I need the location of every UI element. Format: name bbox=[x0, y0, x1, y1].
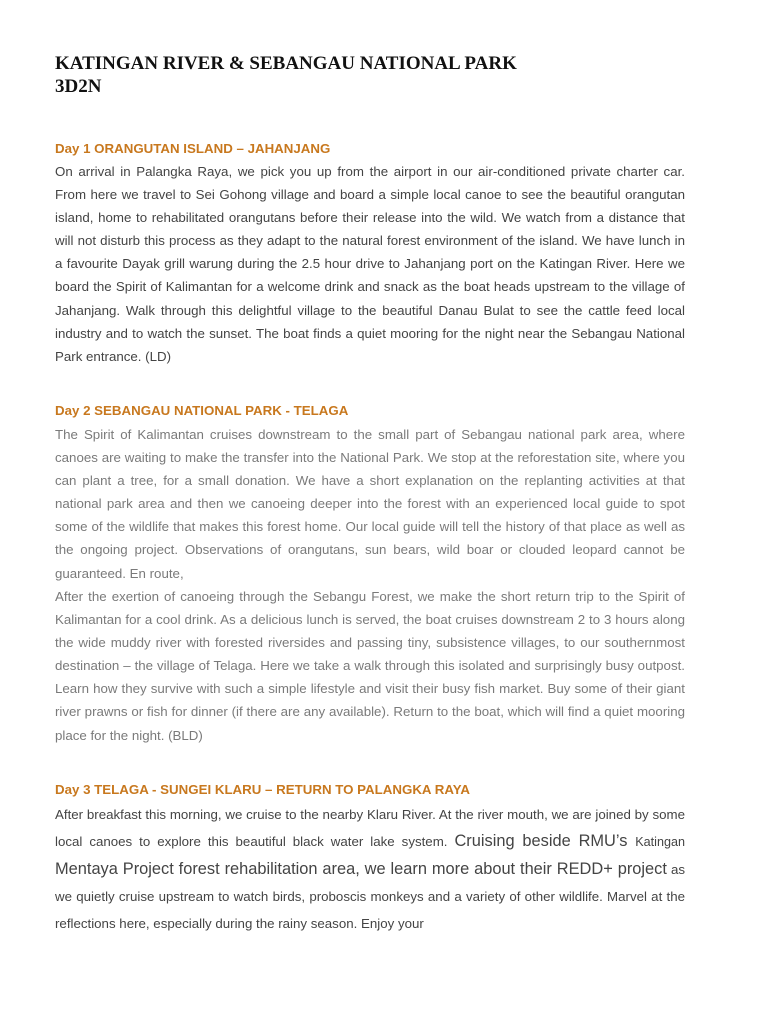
day-1-heading: Day 1 ORANGUTAN ISLAND – JAHANJANG bbox=[55, 141, 331, 156]
day-3-text-part-1: After breakfast this morning, we cruise to the nearby Klaru River. At the river mouth, we are joined by some local canoes to explore this beautiful black water lake system. bbox=[55, 807, 685, 849]
document-title bbox=[55, 52, 685, 98]
title-line-2: 3D2N bbox=[55, 76, 102, 97]
day-3-text-part-5: as we quietly cruise upstream to watch birds, proboscis monkeys and a variety of other wildlife. Marvel at the reflections here, especially during the rainy season. Enjoy your bbox=[55, 862, 685, 931]
title-line-1: KATINGAN RIVER & SEBANGAU NATIONAL PARK bbox=[55, 53, 517, 74]
day-2-heading: Day 2 SEBANGAU NATIONAL PARK - TELAGA bbox=[55, 403, 349, 418]
day-3-heading: Day 3 TELAGA - SUNGEI KLARU – RETURN TO PALANGKA RAYA bbox=[55, 782, 470, 797]
day-3-paragraph bbox=[55, 801, 685, 937]
day-1-paragraph: On arrival in Palangka Raya, we pick you up from the airport in our air-conditioned private charter car. From here we travel to Sei Gohong village and board a simple local canoe to see the beautiful orangutan island, home to rehabilitated orangutans before their release into the wild. We watch from a distance that will not disturb this process as they adapt to the natural forest environment of the island. We have lunch in a favourite Dayak grill warung during the 2.5 hour drive to Jahanjang port on the Katingan River. Here we board the Spirit of Kalimantan for a welcome drink and snack as the boat heads upstream to the village of Jahanjang. Walk through this delightful village to the beautiful Danau Bulat to see the cattle feed local industry and to watch the sunset. The boat finds a quiet mooring for the night near the Sebangau National Park entrance. (LD) bbox=[55, 164, 685, 364]
day-3-text-part-3: Katingan bbox=[635, 835, 685, 849]
day-2-paragraph-1: The Spirit of Kalimantan cruises downstream to the small part of Sebangau national park area, where canoes are waiting to make the transfer into the National Park. We stop at the reforestation site, where you can plant a tree, for a small donation. We have a short explanation on the replanting activities at that national park area and then we canoeing deeper into the forest with an experienced local guide to spot some of the wildlife that makes this forest home. Our local guide will tell the history of that place as well as the ongoing project. Observations of orangutans, sun bears, wild boar or clouded leopard cannot be guaranteed. En route, bbox=[55, 427, 685, 581]
day-2-paragraph-2: After the exertion of canoeing through the Sebangu Forest, we make the short return trip to the Spirit of Kalimantan for a cool drink. As a delicious lunch is served, the boat cruises downstream 2 to 3 hours along the wide muddy river with forested riversides and passing tiny, subsistence villages, to our southernmost destination – the village of Telaga. Here we take a walk through this isolated and surprisingly busy outpost. Learn how they survive with such a simple lifestyle and visit their busy fish market. Buy some of their giant river prawns or fish for dinner (if there are any available). Return to the boat, which will find a quiet mooring place for the night. (BLD) bbox=[55, 589, 685, 743]
day-3-text-part-2: Cruising beside RMU’s bbox=[454, 832, 636, 850]
day-3-text-part-4: Mentaya Project forest rehabilitation area, we learn more about their REDD+ project bbox=[55, 860, 667, 878]
